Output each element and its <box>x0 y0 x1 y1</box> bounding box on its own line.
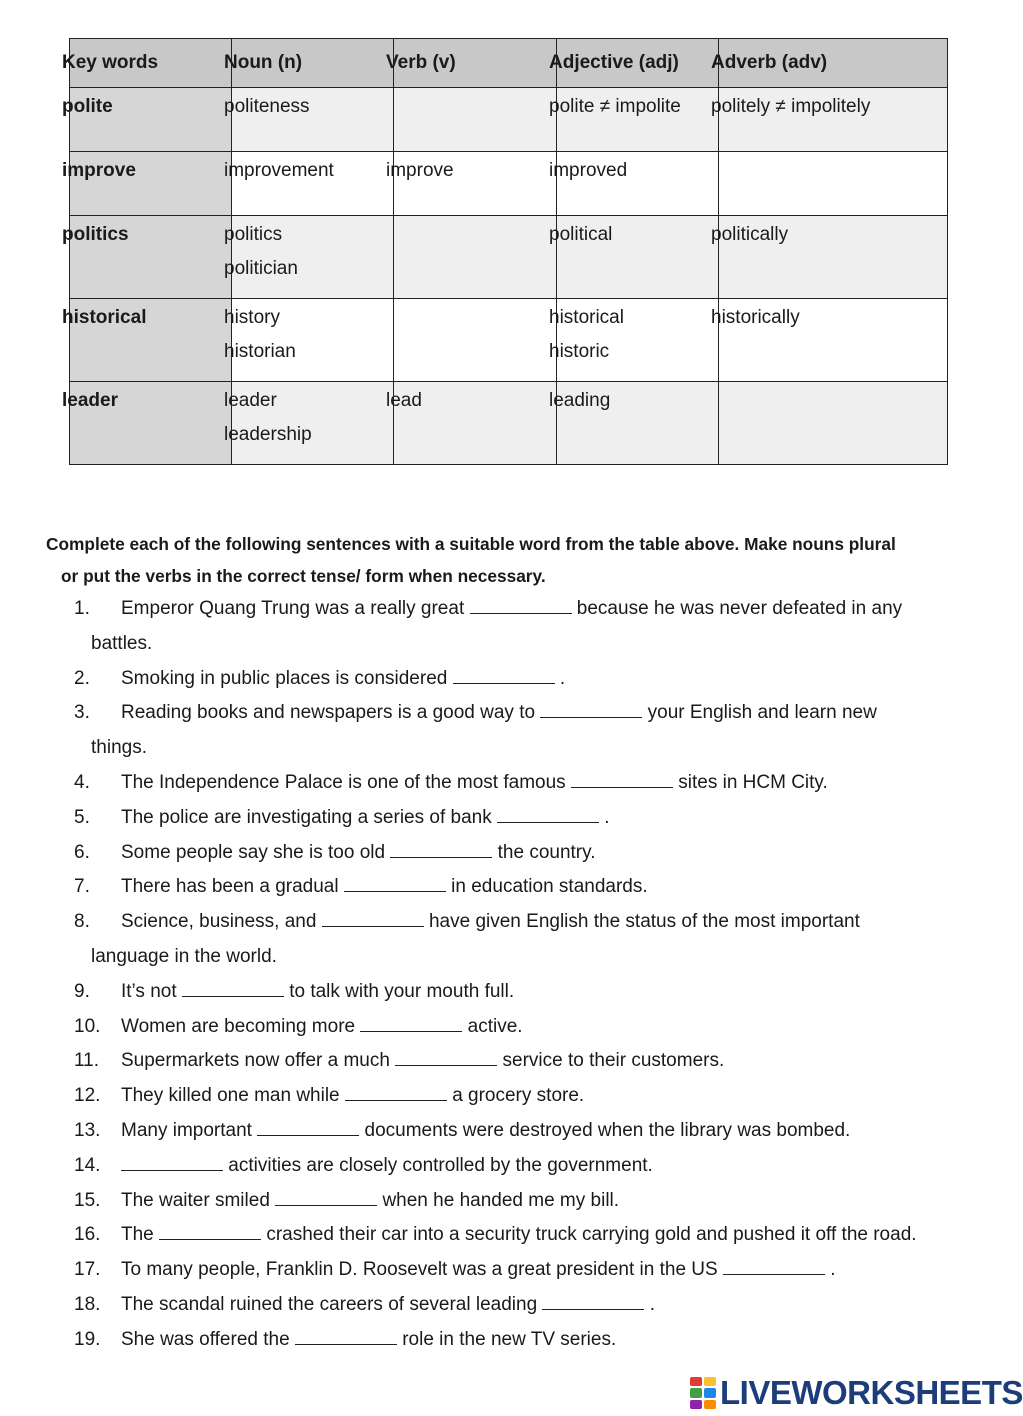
question-text-after: have given English the status of the most important <box>428 911 860 933</box>
liveworksheets-logo <box>690 1374 1023 1412</box>
question-text-after: because he was never defeated in any <box>576 598 903 619</box>
answer-blank[interactable] <box>159 1220 261 1240</box>
question-item <box>74 836 974 871</box>
question-text-before: Some people say she is too old <box>121 841 386 863</box>
question-text-after: when he handed me my bill. <box>382 1189 620 1211</box>
header-noun: Noun (n) <box>232 39 394 88</box>
question-text-before: Emperor Quang Trung was a really great <box>121 598 465 619</box>
question-item <box>74 905 974 940</box>
table-cell-adj <box>549 152 719 216</box>
word-form: leading <box>549 390 611 411</box>
question-number: 15. <box>74 1189 101 1211</box>
question-item <box>74 1323 974 1358</box>
question-item <box>74 1218 974 1253</box>
answer-blank[interactable] <box>395 1046 497 1066</box>
question-number: 8. <box>74 911 90 933</box>
word-form: history <box>224 307 280 328</box>
word-form: politics <box>224 224 283 245</box>
answer-blank[interactable] <box>540 698 642 718</box>
table-cell-adj <box>549 299 719 382</box>
question-text <box>121 1010 523 1045</box>
word-form: politician <box>224 258 298 279</box>
question-text-after: . <box>830 1259 836 1281</box>
answer-blank[interactable] <box>571 768 673 788</box>
answer-blank[interactable] <box>390 838 492 858</box>
question-text-after: sites in HCM City. <box>678 771 828 793</box>
word-form: historian <box>224 341 296 362</box>
answer-blank[interactable] <box>723 1255 825 1275</box>
question-text <box>121 975 514 1010</box>
question-text <box>121 870 648 905</box>
table-cell-adv <box>711 216 948 299</box>
question-number: 14. <box>74 1154 101 1176</box>
question-item <box>74 592 974 627</box>
question-text <box>121 662 565 697</box>
table-cell-key <box>62 88 232 152</box>
word-form: improvement <box>224 160 334 181</box>
question-item <box>74 801 974 836</box>
table-cell-noun <box>224 88 394 152</box>
word-form: politeness <box>224 96 310 117</box>
answer-blank[interactable] <box>345 1081 447 1101</box>
table-cell-verb <box>386 152 557 216</box>
question-item <box>74 870 974 905</box>
question-text <box>121 1114 850 1149</box>
answer-blank[interactable] <box>470 594 572 614</box>
table-cell-adv <box>719 382 948 465</box>
question-text-before: The Independence Palace is one of the most famous <box>121 771 566 793</box>
answer-blank[interactable] <box>322 907 424 927</box>
answer-blank[interactable] <box>295 1325 397 1345</box>
table-cell-key <box>62 152 232 216</box>
question-text-before: She was offered the <box>121 1328 290 1350</box>
question-number: 2. <box>74 667 90 689</box>
question-text <box>121 1253 836 1288</box>
question-text-before: The <box>121 1224 154 1246</box>
question-text-after: role in the new TV series. <box>402 1328 617 1350</box>
answer-blank[interactable] <box>275 1186 377 1206</box>
logo-text: LIVEWORKSHEETS <box>720 1374 1023 1411</box>
question-continuation: battles. <box>91 632 153 654</box>
word-form: historic <box>549 341 610 362</box>
question-item <box>74 696 974 731</box>
question-item <box>74 975 974 1010</box>
question-item <box>74 1114 974 1149</box>
question-text-before: There has been a gradual <box>121 876 339 898</box>
question-continuation: things. <box>91 737 147 759</box>
question-number: 16. <box>74 1224 101 1246</box>
table-cell-adv <box>711 88 948 152</box>
table-cell-noun <box>224 382 394 465</box>
question-text-before: Supermarkets now offer a much <box>121 1050 390 1072</box>
question-number: 7. <box>74 876 90 898</box>
question-text <box>121 801 610 836</box>
word-form: leader <box>224 390 277 411</box>
answer-blank[interactable] <box>497 803 599 823</box>
question-text-before: Smoking in public places is considered <box>121 667 448 689</box>
question-text-after: crashed their car into a security truck carrying gold and pushed it off the road. <box>266 1224 917 1246</box>
question-number: 6. <box>74 841 90 863</box>
question-number: 5. <box>74 806 90 828</box>
question-number: 19. <box>74 1328 101 1350</box>
table-cell-verb <box>394 216 557 299</box>
question-text-before: They killed one man while <box>121 1085 340 1107</box>
questions-list <box>74 592 974 1358</box>
key-word: improve <box>62 160 136 181</box>
question-text-before: The scandal ruined the careers of several leading <box>121 1293 538 1315</box>
question-text <box>121 1184 619 1219</box>
question-text <box>121 766 828 801</box>
answer-blank[interactable] <box>121 1151 223 1171</box>
question-item <box>74 1010 974 1045</box>
question-text <box>121 1149 653 1184</box>
word-form: polite ≠ impolite <box>549 96 681 117</box>
table-cell-verb <box>394 88 557 152</box>
answer-blank[interactable] <box>542 1290 644 1310</box>
question-number: 9. <box>74 980 90 1002</box>
word-form: improved <box>549 160 628 181</box>
question-text-before: To many people, Franklin D. Roosevelt was a great president in the US <box>121 1259 718 1281</box>
question-text-after: . <box>559 667 566 689</box>
key-word: historical <box>62 307 147 328</box>
question-text-after: a grocery store. <box>452 1085 585 1107</box>
question-text <box>121 1323 616 1358</box>
table-cell-verb <box>386 382 557 465</box>
table-cell-adj <box>549 216 719 299</box>
question-item <box>74 1149 974 1184</box>
answer-blank[interactable] <box>182 977 284 997</box>
question-text-before: It’s not <box>121 980 177 1002</box>
table-row <box>70 88 948 152</box>
question-number: 12. <box>74 1085 101 1107</box>
word-form: lead <box>386 390 422 411</box>
question-text-before: The police are investigating a series of bank <box>121 806 492 828</box>
question-text <box>121 1079 584 1114</box>
question-text <box>121 592 902 627</box>
question-number: 13. <box>74 1119 101 1141</box>
question-text <box>121 836 596 871</box>
question-item <box>74 766 974 801</box>
answer-blank[interactable] <box>360 1012 462 1032</box>
word-form: improve <box>386 160 454 181</box>
question-item <box>74 1253 974 1288</box>
answer-blank[interactable] <box>344 872 446 892</box>
instructions-line-2: or put the verbs in the correct tense/ form when necessary. <box>61 566 546 586</box>
word-forms-table <box>62 38 948 465</box>
word-form: politely ≠ impolitely <box>711 96 871 117</box>
table-cell-adj <box>549 88 719 152</box>
question-item <box>74 1079 974 1114</box>
question-text <box>121 696 877 731</box>
question-item <box>74 1044 974 1079</box>
header-adjective: Adjective (adj) <box>557 39 719 88</box>
answer-blank[interactable] <box>257 1116 359 1136</box>
question-item <box>74 1184 974 1219</box>
instructions-line-1: Complete each of the following sentences with a suitable word from the table above. Make nouns plural <box>46 534 896 554</box>
header-key-words: Key words <box>70 39 232 88</box>
question-text-after: service to their customers. <box>502 1050 725 1072</box>
question-text-after: documents were destroyed when the library was bombed. <box>364 1119 851 1141</box>
question-continuation: language in the world. <box>91 945 277 967</box>
table-cell-adv <box>719 152 948 216</box>
question-number: 4. <box>74 771 90 793</box>
table-row <box>70 152 948 216</box>
header-verb: Verb (v) <box>394 39 557 88</box>
table-cell-noun <box>224 152 394 216</box>
table-cell-key <box>62 299 232 382</box>
question-text-after: in education standards. <box>451 876 648 898</box>
table-cell-adv <box>711 299 948 382</box>
question-number: 1. <box>74 598 90 619</box>
table-cell-key <box>62 216 232 299</box>
question-text-before: Women are becoming more <box>121 1015 356 1037</box>
header-adverb: Adverb (adv) <box>719 39 948 88</box>
word-form: political <box>549 224 613 245</box>
word-form: leadership <box>224 424 312 445</box>
table-row <box>70 382 948 465</box>
answer-blank[interactable] <box>453 664 555 684</box>
logo-mark-icon <box>690 1377 716 1409</box>
question-item <box>74 1288 974 1323</box>
word-form: historically <box>711 307 800 328</box>
table-cell-key <box>62 382 232 465</box>
question-text-after: active. <box>467 1015 523 1037</box>
word-form: politically <box>711 224 789 245</box>
question-text-before: The waiter smiled <box>121 1189 270 1211</box>
question-text <box>121 905 860 940</box>
table-header-row <box>70 39 948 88</box>
table-row <box>70 216 948 299</box>
question-text <box>121 1218 917 1253</box>
key-word: leader <box>62 390 118 411</box>
question-text-after: the country. <box>497 841 596 863</box>
question-text-before: Reading books and newspapers is a good way to <box>121 702 536 724</box>
question-number: 17. <box>74 1259 101 1281</box>
question-number: 11. <box>74 1050 100 1072</box>
word-form: historical <box>549 307 624 328</box>
table-cell-adj <box>549 382 719 465</box>
question-number: 10. <box>74 1015 101 1037</box>
question-number: 18. <box>74 1293 101 1315</box>
table-cell-verb <box>394 299 557 382</box>
table-cell-noun <box>224 299 394 382</box>
key-word: polite <box>62 96 113 117</box>
question-item <box>74 662 974 697</box>
instructions <box>46 528 971 592</box>
question-text-after: to talk with your mouth full. <box>289 980 515 1002</box>
question-text <box>121 1044 724 1079</box>
question-text <box>121 1288 655 1323</box>
question-text-after: activities are closely controlled by the government. <box>228 1154 653 1176</box>
table-row <box>70 299 948 382</box>
key-word: politics <box>62 224 129 245</box>
question-text-before: Many important <box>121 1119 252 1141</box>
question-text-after: your English and learn new <box>647 702 877 724</box>
question-text-after: . <box>604 806 610 828</box>
question-number: 3. <box>74 702 90 724</box>
question-text-after: . <box>649 1293 655 1315</box>
table-cell-noun <box>224 216 394 299</box>
question-text-before: Science, business, and <box>121 911 317 933</box>
